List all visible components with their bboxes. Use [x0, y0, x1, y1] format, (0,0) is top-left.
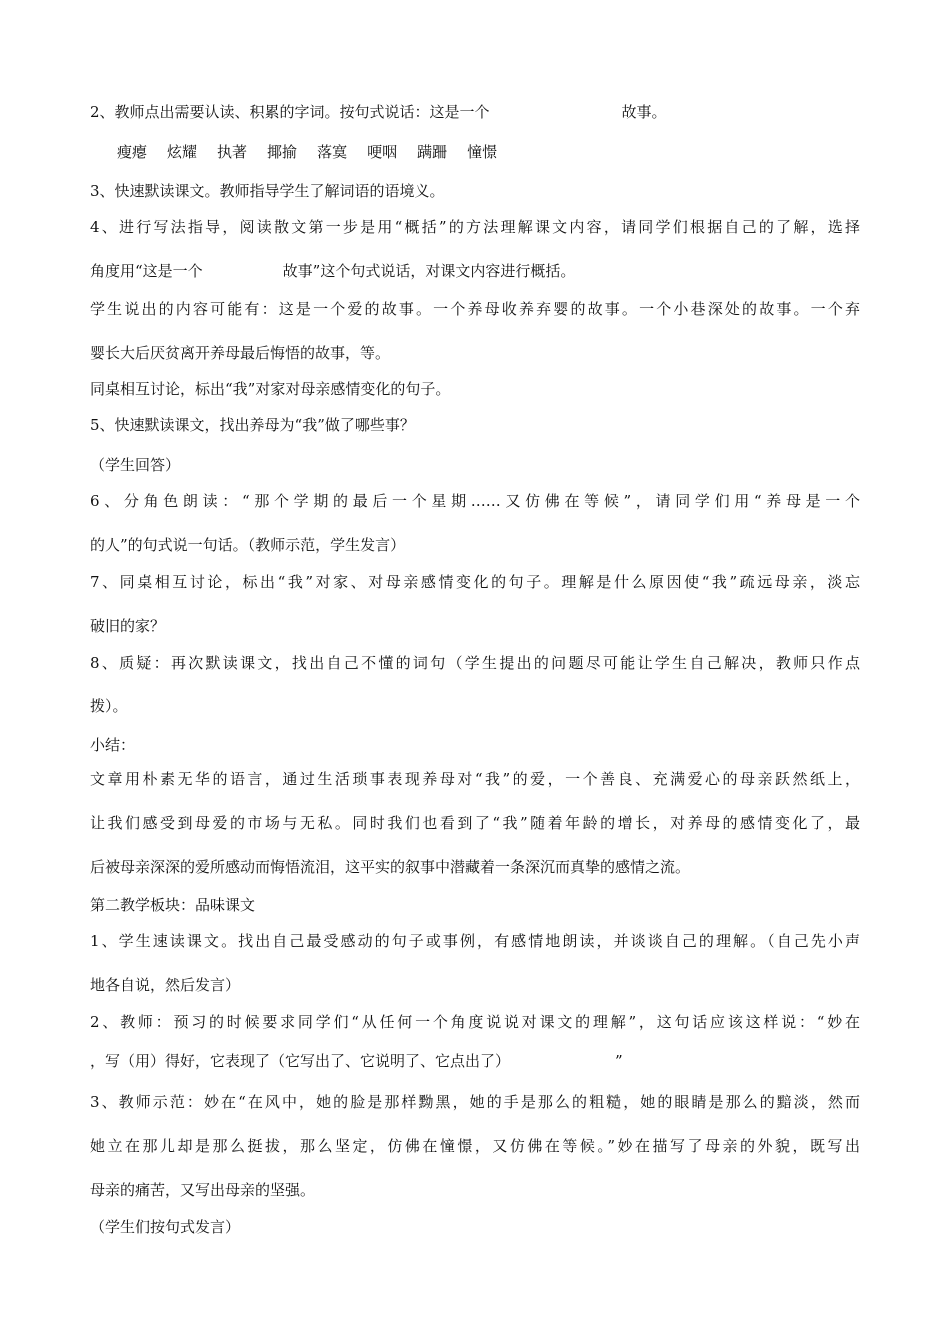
section-2-step-1-continued: 地各自说，然后发言） [90, 976, 241, 994]
step-3-line: 3、快速默读课文。教师指导学生了解词语的语境义。 [90, 182, 445, 200]
step-2-pattern: ，写（用）得好，它表现了（它写出了、它说明了、它点出了） [90, 1052, 511, 1070]
step-4-line: 4、进行写法指导，阅读散文第一步是用“概括”的方法理解课文内容，请同学们根据自己的了解，选择 [90, 218, 860, 236]
step-2-suffix: 故事。 [621, 103, 667, 121]
vocab-word: 揶揄 [267, 143, 298, 161]
vocab-word: 蹒跚 [417, 143, 448, 161]
summary-line-3: 后被母亲深深的爱所感动而悔悟流泪，这平实的叙事中潜藏着一条深沉而真挚的感情之流。 [90, 858, 691, 876]
student-response-note: （学生回答） [90, 456, 181, 474]
step-4-cont-a: 角度用“这是一个 [90, 262, 203, 280]
vocabulary-list [117, 141, 887, 163]
step-4-continued [90, 260, 860, 282]
step-4-cont-b: 故事”这个句式说话，对课文内容进行概括。 [282, 262, 576, 280]
step-2-closing-quote: ” [615, 1052, 623, 1070]
step-2-text: 2、教师点出需要认读、积累的字词。按句式说话：这是一个 [90, 103, 490, 121]
vocab-word: 哽咽 [367, 143, 398, 161]
student-answers-line: 学生说出的内容可能有：这是一个爱的故事。一个养母收养弃婴的故事。一个小巷深处的故事。一个弃 [90, 300, 860, 318]
student-answers-continued: 婴长大后厌贫离开养母最后悔悟的故事，等。 [90, 344, 391, 362]
step-5-line: 5、快速默读课文，找出养母为“我”做了哪些事？ [90, 416, 415, 434]
section-2-step-2-continued [90, 1050, 860, 1072]
vocab-word: 憧憬 [467, 143, 498, 161]
section-2-step-3-line-3: 母亲的痛苦，又写出母亲的坚强。 [90, 1181, 316, 1199]
step-8-line: 8、质疑：再次默读课文，找出自己不懂的词句（学生提出的问题尽可能让学生自己解决，教师只作点 [90, 654, 860, 672]
section-2-step-3-line-2: 她立在那儿却是那么挺拔，那么坚定，仿佛在憧憬，又仿佛在等候。”妙在描写了母亲的外貌，既写出 [90, 1137, 860, 1155]
vocab-word: 执著 [217, 143, 248, 161]
vocab-word: 瘦瘪 [117, 143, 148, 161]
summary-heading: 小结： [90, 736, 136, 754]
step-6-line [90, 490, 860, 512]
vocab-word: 落寞 [317, 143, 348, 161]
step-2-line [90, 101, 860, 123]
step-8-continued: 拨）。 [90, 697, 128, 715]
vocab-word: 炫耀 [167, 143, 198, 161]
section-2-step-2: 2、教师：预习的时候要求同学们“从任何一个角度说说对课文的理解”，这句话应该这样说：“妙在 [90, 1013, 860, 1031]
summary-line-2: 让我们感受到母爱的市场与无私。同时我们也看到了“我”随着年龄的增长，对养母的感情变化了，最 [90, 814, 860, 832]
section-2-heading: 第二教学板块：品味课文 [90, 896, 256, 914]
student-pattern-note: （学生们按句式发言） [90, 1218, 241, 1236]
step-6-continued: 的人”的句式说一句话。（教师示范，学生发言） [90, 536, 406, 554]
summary-line-1: 文章用朴素无华的语言，通过生活琐事表现养母对“我”的爱，一个善良、充满爱心的母亲跃然纸上， [90, 770, 860, 788]
deskmate-discussion-line: 同桌相互讨论，标出“我”对家对母亲感情变化的句子。 [90, 380, 451, 398]
section-2-step-3: 3、教师示范：妙在“在风中，她的脸是那样黝黑，她的手是那么的粗糙，她的眼睛是那么的黯淡，然而 [90, 1093, 860, 1111]
section-2-step-1: 1、学生速读课文。找出自己最受感动的句子或事例，有感情地朗读，并谈谈自己的理解。（自己先小声 [90, 932, 860, 950]
step-6-text: 6、分角色朗读：“那个学期的最后一个星期……又仿佛在等候”，请同学们用“养母是一个 [90, 492, 860, 510]
step-7-line: 7、同桌相互讨论，标出“我”对家、对母亲感情变化的句子。理解是什么原因使“我”疏远母亲，淡忘 [90, 573, 860, 591]
step-7-continued: 破旧的家？ [90, 617, 166, 635]
